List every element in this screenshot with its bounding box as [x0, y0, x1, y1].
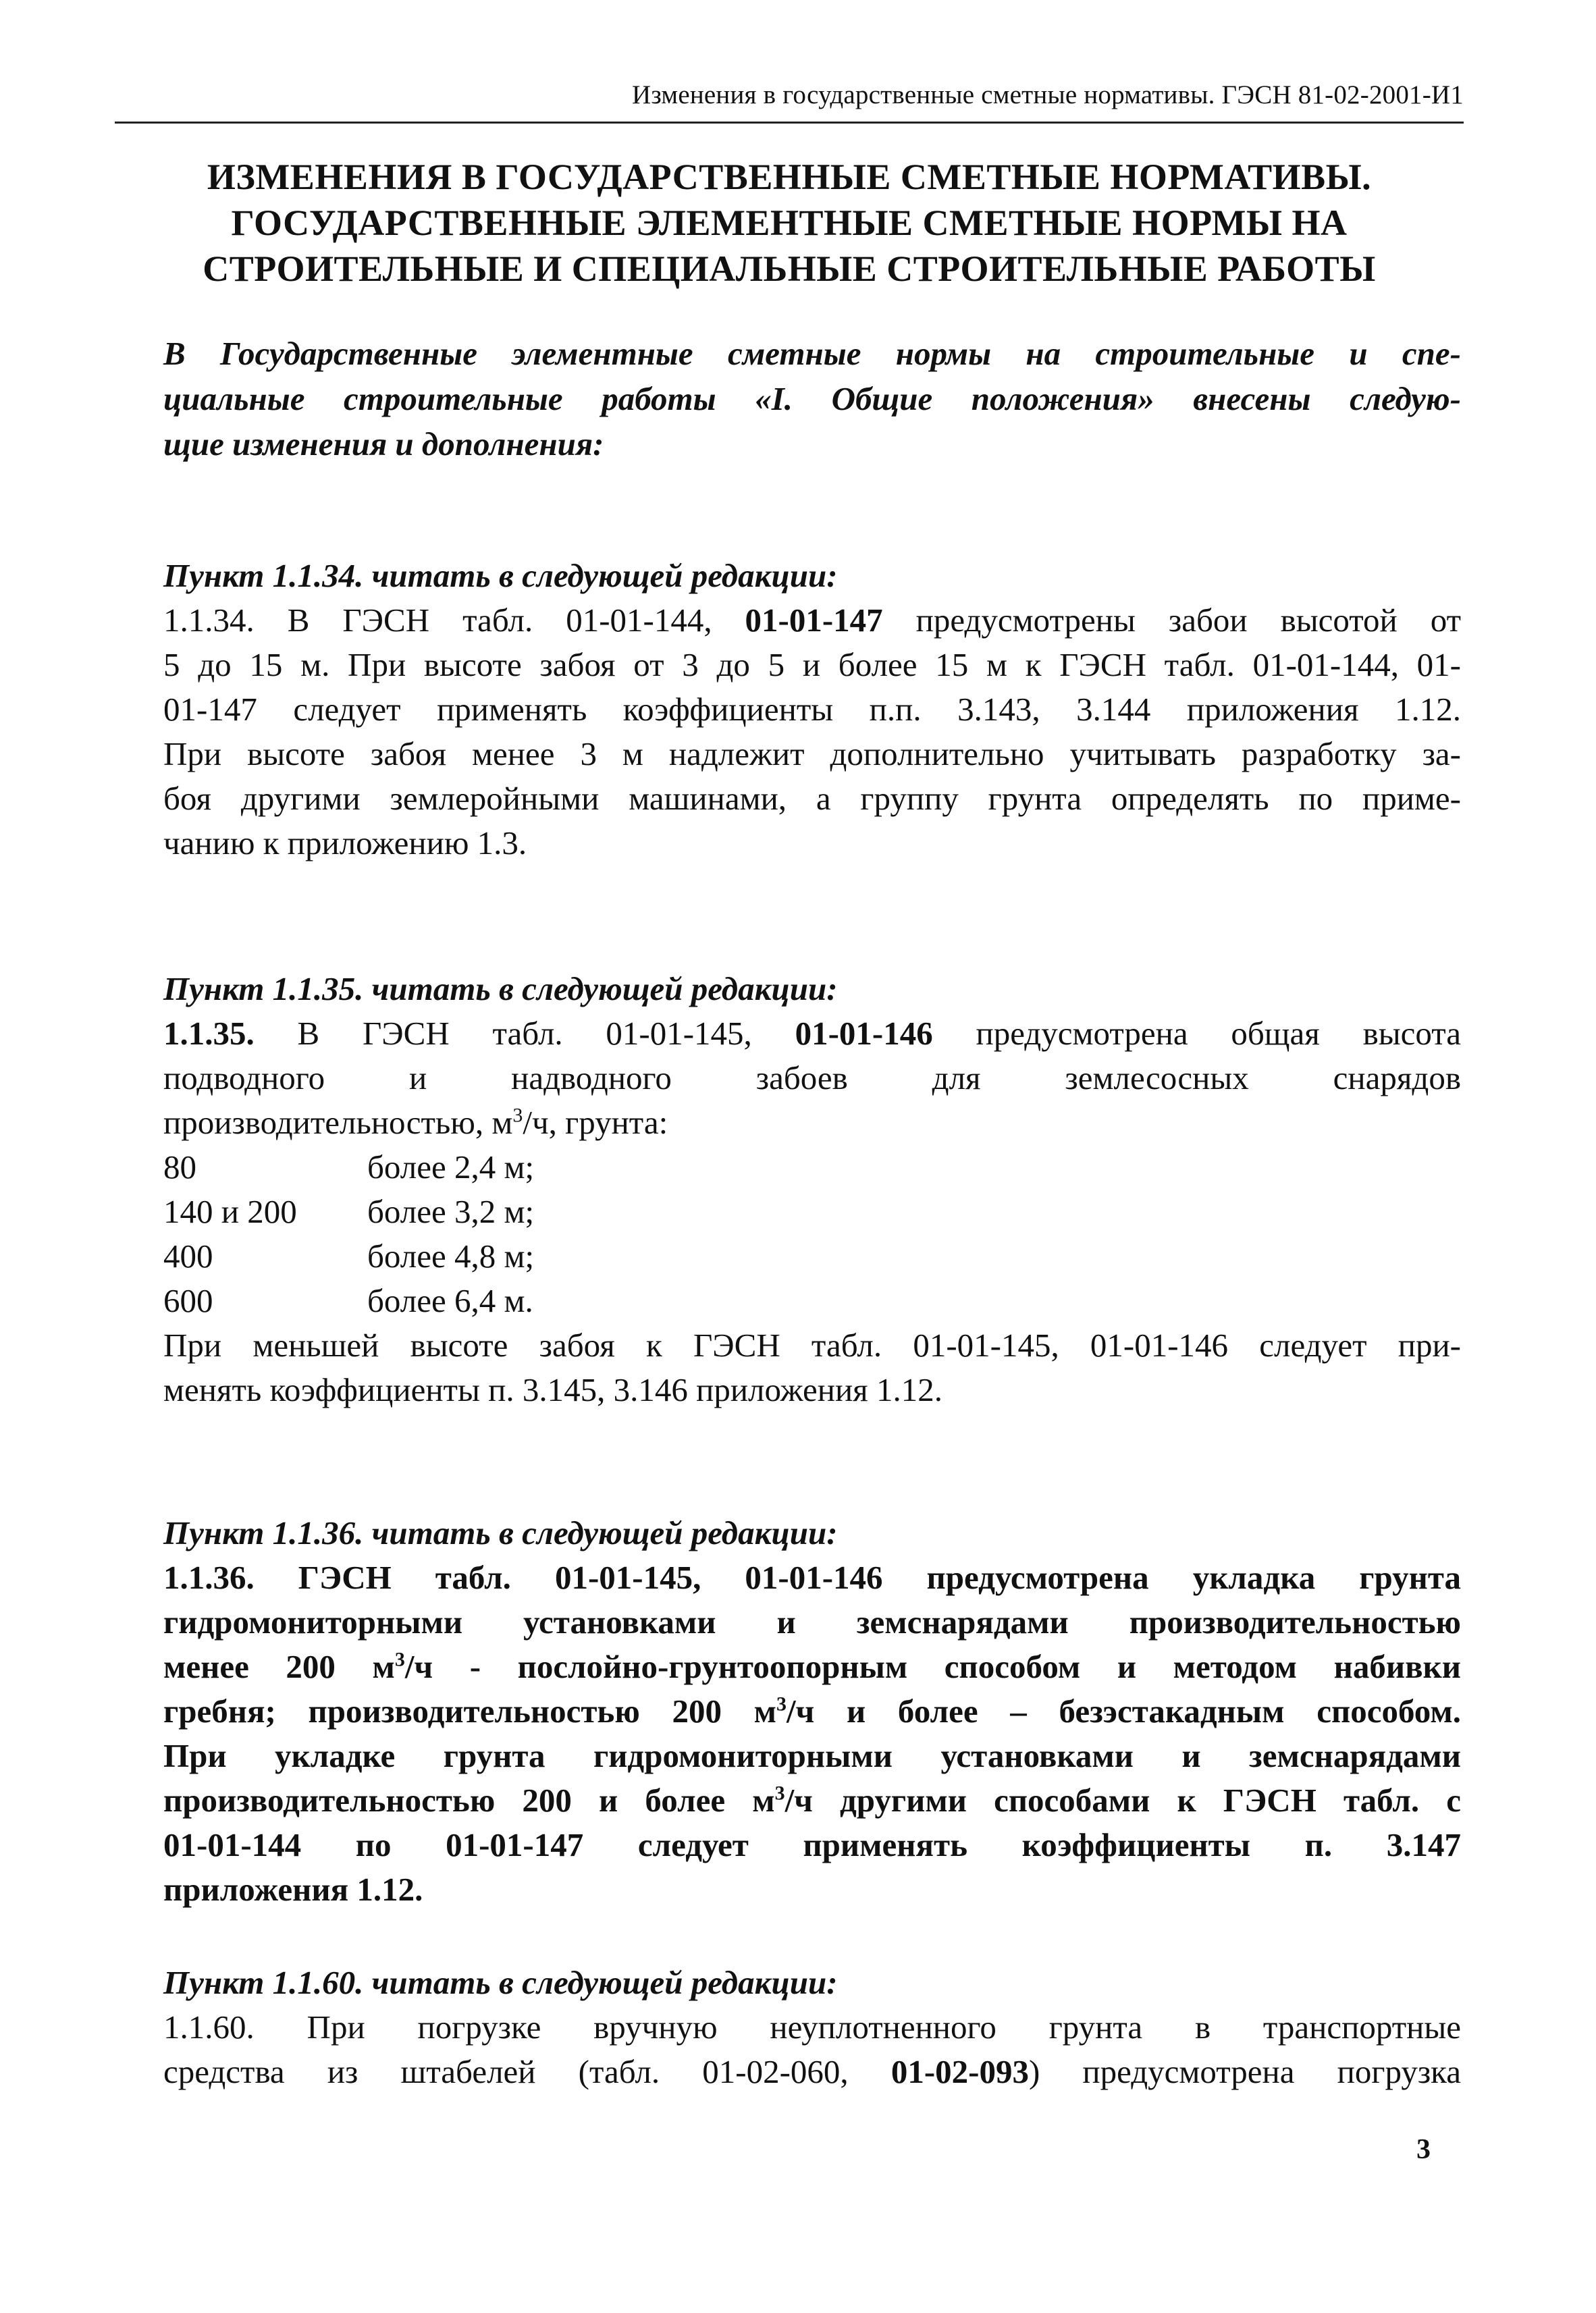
body-line: 5 до 15 м. При высоте забоя от 3 до 5 и более 15 м к ГЭСН табл. 01-01-144, 01-: [163, 646, 1461, 683]
intro-line: циальные строительные работы «I. Общие положения» внесены следую-: [163, 380, 1461, 417]
section-heading: Пункт 1.1.34. читать в следующей редакции:: [163, 557, 838, 594]
body-line: При укладке грунта гидромониторными установками и земснарядами: [163, 1737, 1461, 1774]
body-line: [163, 2050, 1461, 2094]
body-line: подводного и надводного забоев для землесосных снарядов: [163, 1059, 1461, 1096]
table-row: [163, 1234, 1461, 1279]
title-line: ГОСУДАРСТВЕННЫЕ ЭЛЕМЕНТНЫЕ СМЕТНЫЕ НОРМЫ НА: [231, 203, 1348, 243]
text-run: менее 200 м: [163, 1648, 395, 1685]
body-line: менять коэффициенты п. 3.145, 3.146 приложения 1.12.: [163, 1371, 942, 1408]
body-line: гидромониторными установками и земснарядами производительностью: [163, 1603, 1461, 1641]
section-heading: Пункт 1.1.35. читать в следующей редакции:: [163, 970, 838, 1007]
table-row: [163, 1190, 1461, 1234]
superscript: 3: [774, 1782, 785, 1805]
height-cell: более 6,4 м.: [367, 1282, 533, 1319]
text-run: производительностью, м: [163, 1104, 513, 1141]
text-run: предусмотрены забои высотой от: [882, 602, 1461, 639]
section-1-1-60: [163, 1961, 1461, 2094]
table-row: [163, 1279, 1461, 1323]
body-line: 01-01-144 по 01-01-147 следует применять коэффициенты п. 3.147: [163, 1826, 1461, 1863]
capacity-cell: 600: [163, 1282, 213, 1319]
body-line: [163, 1778, 1461, 1823]
body-line: [163, 1645, 1461, 1689]
section-1-1-34: [163, 554, 1461, 866]
superscript: 3: [394, 1648, 405, 1671]
text-run: /ч, грунта:: [523, 1104, 668, 1141]
page-number: 3: [1416, 2134, 1431, 2165]
text-run: /ч другими способами к ГЭСН табл. с: [784, 1782, 1462, 1819]
body-line: 1.1.60. При погрузке вручную неуплотненного грунта в транспортные: [163, 2009, 1461, 2046]
intro-paragraph: [163, 331, 1461, 467]
body-line: При меньшей высоте забоя к ГЭСН табл. 01-01-145, 01-01-146 следует при-: [163, 1327, 1461, 1364]
body-line: [163, 1100, 1461, 1145]
text-run: В ГЭСН табл. 01-01-145,: [254, 1015, 795, 1052]
capacity-height-table: [163, 1145, 1461, 1323]
capacity-cell: 140 и 200: [163, 1193, 297, 1230]
bold-ref: 01-01-147: [745, 602, 883, 639]
section-1-1-35: [163, 967, 1461, 1412]
text-run: средства из штабелей (табл. 01-02-060,: [163, 2053, 891, 2090]
height-cell: более 2,4 м;: [367, 1148, 535, 1186]
body-line: 01-147 следует применять коэффициенты п.п. 3.143, 3.144 приложения 1.12.: [163, 691, 1461, 728]
body-line: приложения 1.12.: [163, 1871, 423, 1908]
section-heading: Пункт 1.1.36. читать в следующей редакции:: [163, 1514, 838, 1551]
running-header: Изменения в государственные сметные нормативы. ГЭСН 81-02-2001-И1: [632, 80, 1464, 109]
bold-ref: 1.1.35.: [163, 1015, 255, 1052]
text-run: производительностью 200 и более м: [163, 1782, 775, 1819]
title-line: СТРОИТЕЛЬНЫЕ И СПЕЦИАЛЬНЫЕ СТРОИТЕЛЬНЫЕ РАБОТЫ: [203, 248, 1376, 289]
body-line: 1.1.36. ГЭСН табл. 01-01-145, 01-01-146 предусмотрена укладка грунта: [163, 1559, 1461, 1596]
section-heading: Пункт 1.1.60. читать в следующей редакции:: [163, 1964, 838, 2001]
bold-ref: 01-01-146: [795, 1015, 933, 1052]
document-title: [115, 154, 1464, 292]
table-row: [163, 1145, 1461, 1190]
height-cell: более 4,8 м;: [367, 1238, 535, 1275]
body-line: чанию к приложению 1.3.: [163, 824, 527, 861]
intro-line: В Государственные элементные сметные нормы на строительные и спе-: [163, 335, 1461, 372]
section-1-1-36: [163, 1511, 1461, 1912]
text-run: 1.1.34. В ГЭСН табл. 01-01-144,: [163, 602, 745, 639]
header-rule: [115, 122, 1464, 124]
body-line: При высоте забоя менее 3 м надлежит дополнительно учитывать разработку за-: [163, 735, 1461, 772]
text-run: /ч и более – безэстакадным способом.: [787, 1693, 1461, 1730]
text-run: предусмотрена общая высота: [932, 1015, 1461, 1052]
capacity-cell: 80: [163, 1148, 196, 1186]
capacity-cell: 400: [163, 1238, 213, 1275]
title-line: ИЗМЕНЕНИЯ В ГОСУДАРСТВЕННЫЕ СМЕТНЫЕ НОРМАТИВЫ.: [207, 157, 1372, 197]
bold-ref: 01-02-093: [890, 2053, 1029, 2090]
body-line: [163, 1689, 1461, 1734]
body-line: [163, 1011, 1461, 1056]
superscript: 3: [512, 1104, 523, 1127]
text-run: ) предусмотрена погрузка: [1028, 2053, 1461, 2090]
height-cell: более 3,2 м;: [367, 1193, 535, 1230]
text-run: гребня; производительностью 200 м: [163, 1693, 777, 1730]
body-line: [163, 598, 1461, 643]
body-line: боя другими землеройными машинами, а группу грунта определять по приме-: [163, 780, 1461, 817]
superscript: 3: [776, 1693, 787, 1716]
text-run: /ч - послойно-грунтоопорным способом и методом набивки: [404, 1648, 1461, 1685]
intro-line: щие изменения и дополнения:: [163, 425, 604, 462]
